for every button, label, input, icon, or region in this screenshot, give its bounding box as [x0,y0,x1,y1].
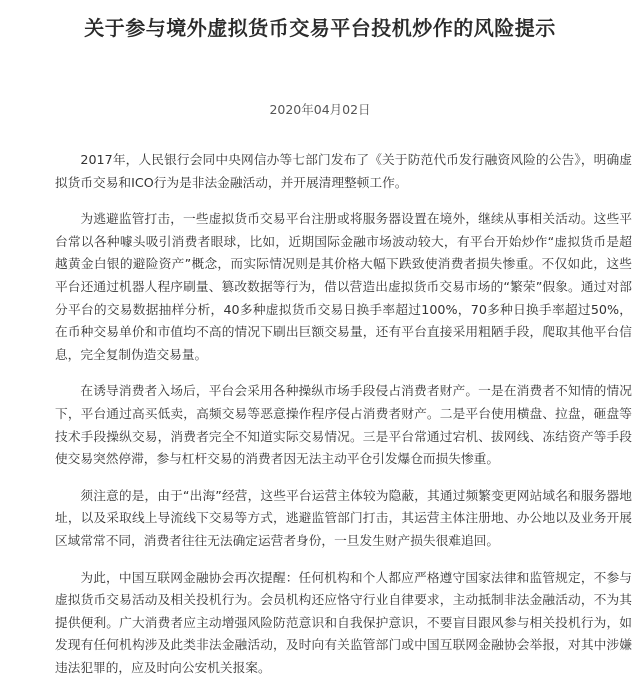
paragraph-evasion: 为逃避监管打击，一些虚拟货币交易平台注册或将服务器设置在境外，继续从事相关活动。这些平台常以各种噱头吸引消费者眼球，比如，近期国际金融市场波动较大，有平台开始炒作“虚拟货币是超越黄金白银的避险资产”概念，而实际情况则是其价格大幅下跌致使消费者损失惨重。不仅如此，这些平台还通过机器人程序刷量、篡改数据等行为，借以营造出虚拟货币交易市场的“繁荣”假象。通过对部分平台的交易数据抽样分析，40多种虚拟货币交易日换手率超过100%，70多种日换手率超过50%，在币种交易单价和市值均不高的情况下刷出巨额交易量，还有平台直接采用粗陋手段，爬取其他平台信息，完全复制伪造交易量。 [55,211,632,362]
paragraph-offshore: 须注意的是，由于“出海”经营，这些平台运营主体较为隐蔽，其通过频繁变更网站域名和服务器地址，以及采取线上导流线下交易等方式，逃避监管部门打击，其运营主体注册地、办公地以及业务开展区域常常不同，消费者往往无法确定运营者身份，一旦发生财产损失很难追回。 [55,487,632,548]
publish-date: 2020年04月02日 [269,102,371,117]
paragraph-intro: 2017年，人民银行会同中央网信办等七部门发布了《关于防范代币发行融资风险的公告》，明确虚拟货币交易和ICO行为是非法金融活动，并开展清理整顿工作。 [55,152,632,190]
paragraph-warning: 为此，中国互联网金融协会再次提醒：任何机构和个人都应严格遵守国家法律和监管规定，不参与虚拟货币交易活动及相关投机行为。会员机构还应恪守行业自律要求，主动抵制非法金融活动，不为其提供便利。广大消费者应主动增强风险防范意识和自我保护意识，不要盲目跟风参与相关投机行为，如发现有任何机构涉及此类非法金融活动，及时向有关监管部门或中国互联网金融协会举报，对其中涉嫌违法犯罪的，应及时向公安机关报案。 [55,569,632,675]
paragraph-manipulation: 在诱导消费者入场后，平台会采用各种操纵市场手段侵占消费者财产。一是在消费者不知情的情况下，平台通过高买低卖，高频交易等恶意操作程序侵占消费者财产。二是平台使用横盘、拉盘，砸盘等技术手段操纵交易，消费者完全不知道实际交易情况。三是平台常通过宕机、拔网线、冻结资产等手段使交易突然停滞，参与杠杆交易的消费者因无法主动平仓引发爆仓而损失惨重。 [55,383,632,467]
article-title: 关于参与境外虚拟货币交易平台投机炒作的风险提示 [84,16,556,40]
article-body [55,149,632,693]
